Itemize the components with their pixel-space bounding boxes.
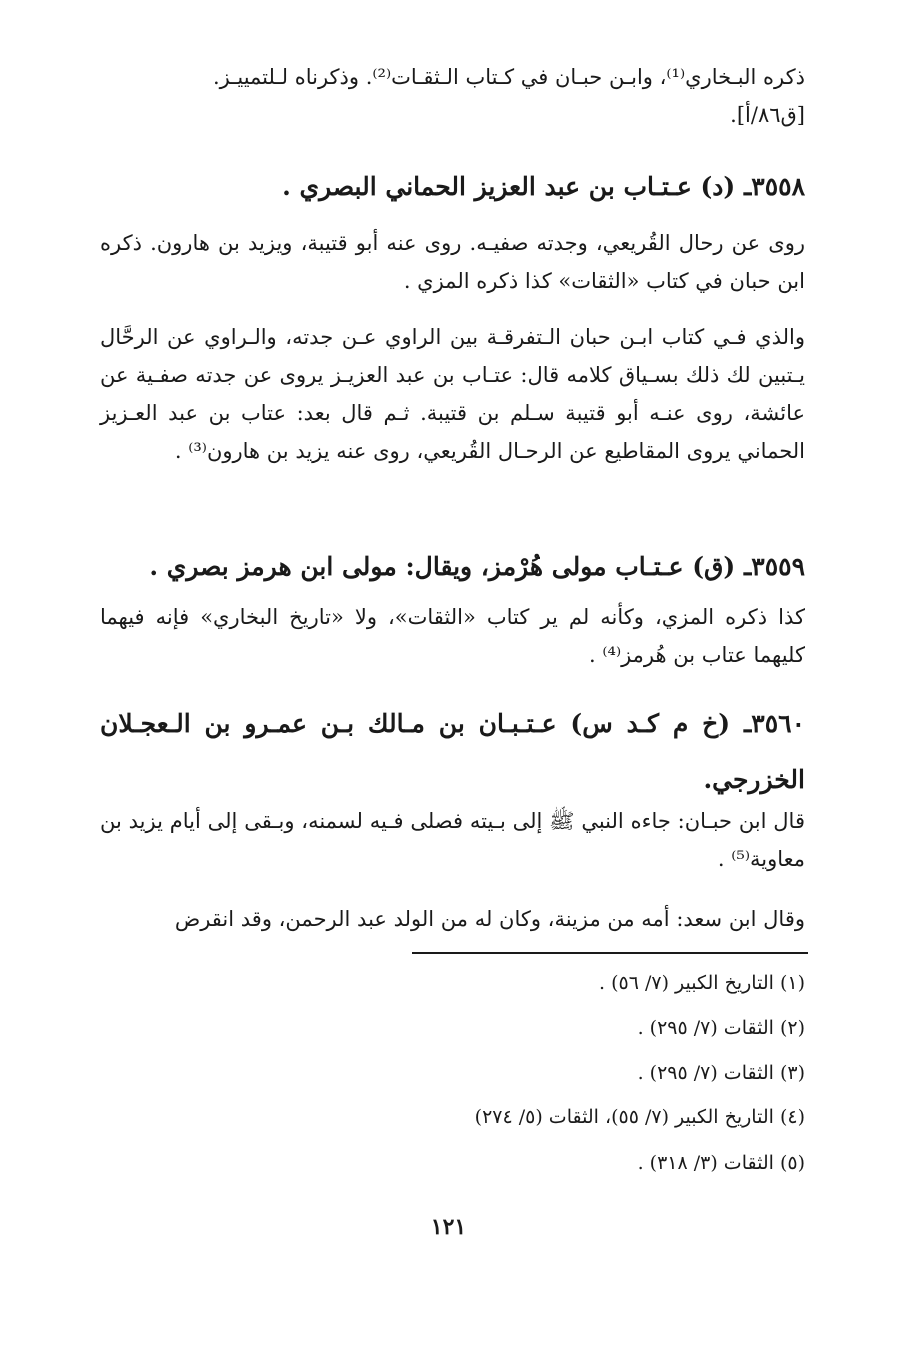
intro-paragraph <box>100 58 805 134</box>
entry-3560-paragraph-2: وقال ابن سعد: أمه من مزينة، وكان له من الولد عبد الرحمن، وقد انقرض <box>174 907 805 931</box>
intro-line-2: [ق٨٦/أ]. <box>730 103 805 127</box>
footnote-4: (٤) التاريخ الكبير (٧/ ٥٥)، الثقات (٥/ ٢٧٤) <box>474 1106 805 1128</box>
entry-heading-3560: ٣٥٦٠ـ (خ م كـد س) عـتـبـان بن مـالك بـن عمـرو بن الـعجـلان الخزرجي. <box>100 709 805 794</box>
footnote-5: (٥) الثقات (٣/ ٣١٨) . <box>637 1152 805 1174</box>
page-number: ١٢١ <box>430 1214 467 1240</box>
footnote-1: (١) التاريخ الكبير (٧/ ٥٦) . <box>598 972 805 994</box>
intro-line-1: ذكره البـخاري⁽¹⁾، وابـن حبـان في كـتاب الـثقـات⁽²⁾. وذكرناه لـلتمييـز. <box>212 65 805 89</box>
entry-3558-paragraph-2: والذي فـي كتاب ابـن حبان الـتفرقـة بين الراوي عـن جدته، والـراوي عن الرحَّال يـتبين لك ذلك بسـياق كلامه قال: عتـاب بن عبد العزيـز يروى عن جدته صفـية عن عائشة، روى عنـه أبو قتيبة سـلم بن قتيبة. ثـم قال بعد: عتاب بن عبد العـزيز الحماني يروى المقاطيع عن الرحـال القُريعي، روى عنه يزيد بن هارون⁽³⁾ . <box>100 325 805 463</box>
entry-3559-paragraph-1: كذا ذكره المزي، وكأنه لم ير كتاب «الثقات»، ولا «تاريخ البخاري» فإنه فيهما كليهما عتاب بن هُرمز⁽⁴⁾ . <box>100 605 805 667</box>
entry-heading-3559: ٣٥٥٩ـ (ق) عـتـاب مولى هُرْمز، ويقال: مولى ابن هرمز بصري . <box>149 552 805 581</box>
footnote-separator <box>412 952 808 954</box>
entry-heading-3558: ٣٥٥٨ـ (د) عـتـاب بن عبد العزيز الحماني البصري . <box>282 172 805 201</box>
entry-3560-paragraph-1: قال ابن حبـان: جاءه النبي ﷺ إلى بـيته فصلى فـيه لسمنه، وبـقى إلى أيام يزيد بن معاوية⁽⁵⁾ . <box>100 809 805 871</box>
footnote-3: (٣) الثقات (٧/ ٢٩٥) . <box>637 1062 805 1084</box>
entry-3558-paragraph-1: روى عن رحال القُريعي، وجدته صفيـه. روى عنه أبو قتيبة، ويزيد بن هارون. ذكره ابن حبان في كتاب «الثقات» كذا ذكره المزي . <box>100 231 805 293</box>
footnote-2: (٢) الثقات (٧/ ٢٩٥) . <box>637 1017 805 1039</box>
